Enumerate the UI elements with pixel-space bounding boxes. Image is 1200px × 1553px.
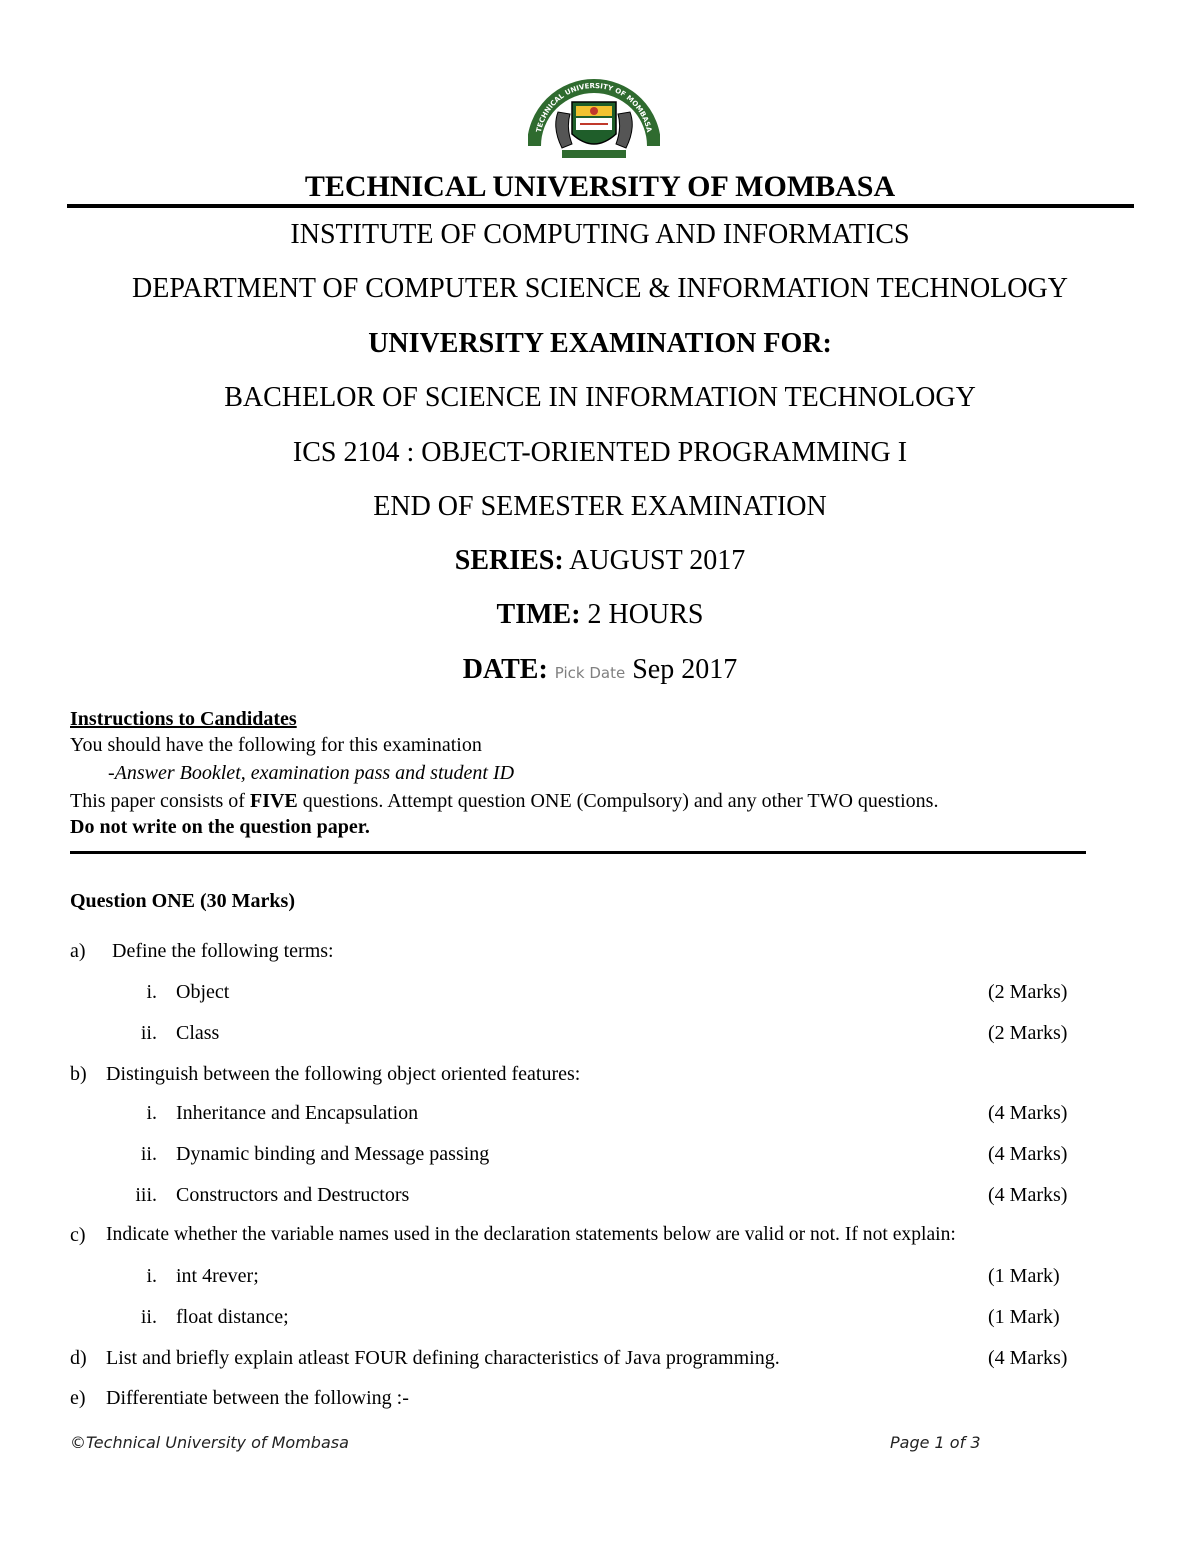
time-label: TIME: bbox=[496, 599, 581, 630]
university-crest-logo bbox=[528, 72, 660, 164]
q1c-item-2-marks: (1 Mark) bbox=[988, 1306, 1060, 1328]
q1c-item-1-num: i. bbox=[146, 1265, 157, 1287]
q1e-text: Differentiate between the following :- bbox=[106, 1387, 409, 1409]
q1a-item-1-num: i. bbox=[146, 981, 157, 1003]
q1c-label: c) bbox=[70, 1224, 86, 1246]
q1d-text: List and briefly explain atleast FOUR defining characteristics of Java programming. bbox=[106, 1347, 780, 1369]
department-name: DEPARTMENT OF COMPUTER SCIENCE & INFORMATION TECHNOLOGY bbox=[132, 273, 1068, 304]
q1a-item-2-marks: (2 Marks) bbox=[988, 1022, 1068, 1044]
q1a-item-1-marks: (2 Marks) bbox=[988, 981, 1068, 1003]
footer-page-number: Page 1 of 3 bbox=[890, 1433, 981, 1452]
q1a-item-2-num: ii. bbox=[140, 1022, 157, 1044]
instructions-line-4: Do not write on the question paper. bbox=[70, 816, 370, 838]
q1b-label: b) bbox=[70, 1063, 87, 1085]
q1c-item-2-num: ii. bbox=[140, 1306, 157, 1328]
series-value: AUGUST 2017 bbox=[569, 545, 746, 576]
q1a-item-2-text: Class bbox=[176, 1022, 220, 1044]
q1c-item-2-text: float distance; bbox=[176, 1306, 289, 1328]
date-line bbox=[0, 653, 1200, 690]
instructions-line-2: -Answer Booklet, examination pass and student ID bbox=[108, 762, 515, 784]
q1a-text: Define the following terms: bbox=[112, 940, 334, 962]
instructions-line-3-bold: FIVE bbox=[249, 790, 298, 812]
q1d-marks: (4 Marks) bbox=[988, 1347, 1068, 1369]
q1b-text: Distinguish between the following object oriented features: bbox=[106, 1063, 581, 1085]
date-value: Sep 2017 bbox=[632, 654, 738, 685]
institute-name: INSTITUTE OF COMPUTING AND INFORMATICS bbox=[290, 219, 910, 250]
university-name: TECHNICAL UNIVERSITY OF MOMBASA bbox=[304, 170, 896, 203]
instructions-line-3-end: questions. Attempt question ONE (Compulsory) and any other TWO questions. bbox=[297, 790, 939, 812]
instructions-title: Instructions to Candidates bbox=[70, 708, 297, 730]
instructions-line-3-start: This paper consists of bbox=[70, 790, 250, 812]
time-value: 2 HOURS bbox=[587, 599, 704, 630]
q1b-item-2-text: Dynamic binding and Message passing bbox=[176, 1143, 490, 1165]
date-label: DATE: bbox=[462, 654, 548, 685]
programme-name: BACHELOR OF SCIENCE IN INFORMATION TECHNOLOGY bbox=[224, 382, 976, 413]
q1c-text: Indicate whether the variable names used in the declaration statements below are valid or not. If not explain: bbox=[106, 1224, 956, 1245]
q1c-item-1-marks: (1 Mark) bbox=[988, 1265, 1060, 1287]
header-divider bbox=[67, 204, 1134, 208]
q1a-item-1-text: Object bbox=[176, 981, 230, 1003]
q1a-label: a) bbox=[70, 940, 86, 962]
logo-arc-text: TECHNICAL UNIVERSITY OF MOMBASA bbox=[534, 81, 654, 134]
q1c-item-1-text: int 4rever; bbox=[176, 1265, 259, 1287]
series-line bbox=[0, 544, 1200, 578]
instructions-divider bbox=[70, 851, 1086, 854]
series-label: SERIES: bbox=[454, 545, 564, 576]
q1b-item-1-marks: (4 Marks) bbox=[988, 1102, 1068, 1124]
q1b-item-1-text: Inheritance and Encapsulation bbox=[176, 1102, 419, 1124]
q1b-item-1-num: i. bbox=[146, 1102, 157, 1124]
q1b-item-3-marks: (4 Marks) bbox=[988, 1184, 1068, 1206]
date-picker-placeholder[interactable]: Pick Date bbox=[554, 664, 626, 682]
instructions-line-1: You should have the following for this examination bbox=[70, 734, 482, 756]
question-one-title: Question ONE (30 Marks) bbox=[70, 890, 295, 912]
time-line bbox=[0, 598, 1200, 632]
q1d-label: d) bbox=[70, 1347, 87, 1369]
course-title: ICS 2104 : OBJECT-ORIENTED PROGRAMMING I bbox=[292, 437, 908, 468]
instructions-line-3 bbox=[70, 788, 938, 814]
exam-type: END OF SEMESTER EXAMINATION bbox=[373, 491, 827, 522]
q1b-item-2-marks: (4 Marks) bbox=[988, 1143, 1068, 1165]
q1e-label: e) bbox=[70, 1387, 86, 1409]
q1b-item-2-num: ii. bbox=[140, 1143, 157, 1165]
q1b-item-3-num: iii. bbox=[135, 1184, 157, 1206]
exam-for-heading: UNIVERSITY EXAMINATION FOR: bbox=[368, 328, 832, 359]
footer-copyright: ©Technical University of Mombasa bbox=[70, 1433, 349, 1452]
q1b-item-3-text: Constructors and Destructors bbox=[176, 1184, 410, 1206]
